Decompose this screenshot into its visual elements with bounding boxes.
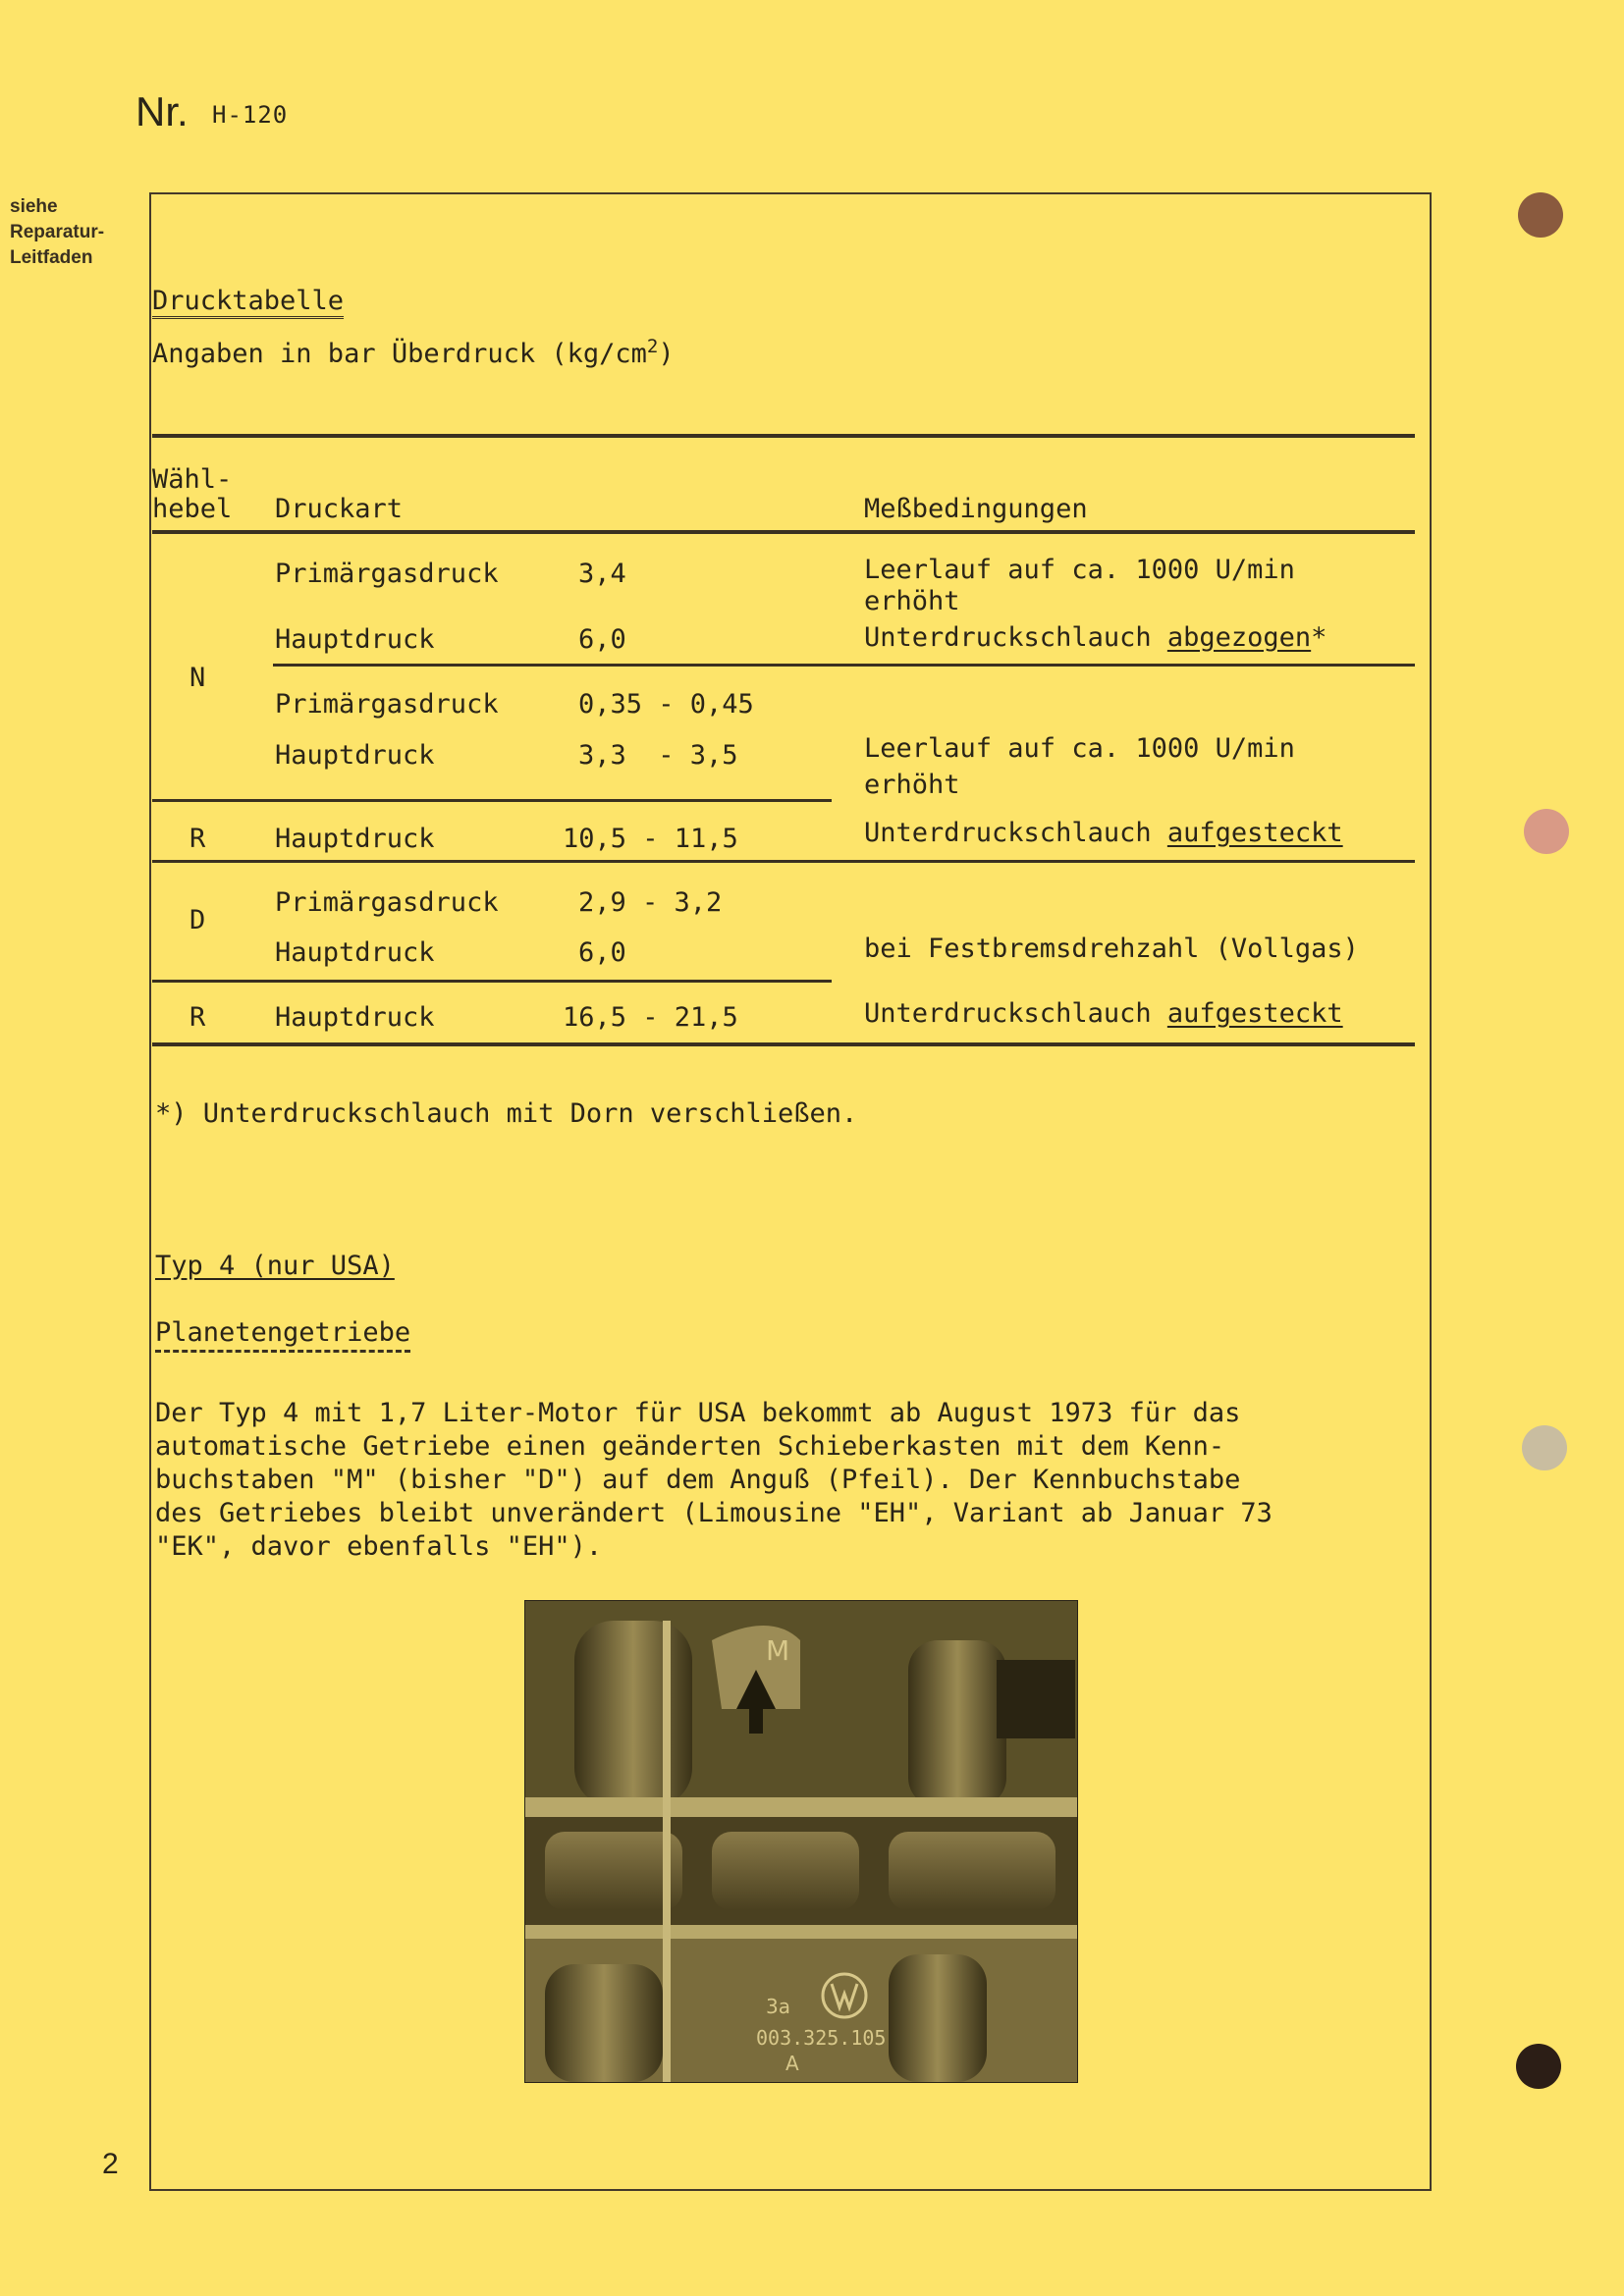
transmission-photo-drawing <box>525 1601 1077 2082</box>
table-cell-condition: bei Festbremsdrehzahl (Vollgas) <box>864 934 1359 964</box>
document-number-label: Nr. <box>135 88 189 134</box>
table-cell-value: 6,0 <box>578 937 626 968</box>
paragraph-line: automatische Getriebe einen geänderten Schieberkasten mit dem Kenn- <box>155 1431 1225 1462</box>
section-subtitle: Angaben in bar Überdruck $(kg/cm^2)$ <box>152 336 675 369</box>
table-rule <box>152 799 832 802</box>
table-header-rule <box>152 530 1415 534</box>
table-cell-value: 6,0 <box>578 624 626 655</box>
header-pressure-type: Druckart <box>275 494 404 524</box>
table-cell-value: 2,9 - 3,2 <box>578 887 723 918</box>
page-number: 2 <box>102 2148 119 2180</box>
section-subtitle-planetengetriebe: Planetengetriebe <box>155 1318 410 1353</box>
table-selector: R <box>189 1002 206 1033</box>
section-title-drucktabelle: Drucktabelle <box>152 287 344 319</box>
photo-marking-letter: M <box>766 1634 790 1667</box>
table-cell-condition: Leerlauf auf ca. 1000 U/min <box>864 555 1295 585</box>
paragraph-line: des Getriebes bleibt unverändert (Limousine "EH", Variant ab Januar 73 <box>155 1498 1272 1528</box>
binder-hole <box>1522 1425 1567 1470</box>
table-cell-value: 3,4 <box>578 559 626 589</box>
table-rule <box>273 664 1415 667</box>
footnote: *) Unterdruckschlauch mit Dorn verschließen. <box>155 1098 858 1129</box>
table-cell-value: 0,35 - 0,45 <box>578 689 754 720</box>
table-cell-condition: Unterdruckschlauch abgezogen* <box>864 622 1327 653</box>
photo-part-number: 003.325.105 <box>756 2026 887 2050</box>
table-top-rule <box>152 434 1415 438</box>
table-cell-type: Primärgasdruck <box>275 887 499 918</box>
table-cell-condition: Unterdruckschlauch aufgesteckt <box>864 818 1343 848</box>
table-cell-type: Hauptdruck <box>275 1002 435 1033</box>
table-rule <box>152 980 832 983</box>
table-cell-type: Hauptdruck <box>275 740 435 771</box>
binder-hole <box>1516 2044 1561 2089</box>
table-selector: R <box>189 824 206 854</box>
table-cell-condition: erhöht <box>864 586 960 616</box>
side-note-line: Reparatur- <box>10 222 105 242</box>
binder-hole <box>1524 809 1569 854</box>
photo-cast-number: 3a <box>766 1995 790 2018</box>
table-cell-type: Primärgasdruck <box>275 559 499 589</box>
header-conditions: Meßbedingungen <box>864 494 1088 524</box>
paragraph-line: Der Typ 4 mit 1,7 Liter-Motor für USA bekommt ab August 1973 für das <box>155 1398 1241 1428</box>
paragraph-line: buchstaben "M" (bisher "D") auf dem Anguß (Pfeil). Der Kennbuchstabe <box>155 1465 1241 1495</box>
table-cell-type: Hauptdruck <box>275 824 435 854</box>
table-cell-type: Hauptdruck <box>275 624 435 655</box>
paragraph-line: "EK", davor ebenfalls "EH"). <box>155 1531 603 1562</box>
photo-part-letter: A <box>785 2052 799 2075</box>
table-cell-condition: Leerlauf auf ca. 1000 U/min <box>864 733 1295 764</box>
table-selector: N <box>189 663 206 693</box>
table-cell-value: 3,3 - 3,5 <box>578 740 738 771</box>
table-cell-condition: erhöht <box>864 770 960 800</box>
side-note <box>10 194 104 271</box>
section-title-typ4: Typ 4 (nur USA) <box>155 1251 395 1281</box>
table-bottom-rule <box>152 1042 1415 1046</box>
table-cell-type: Hauptdruck <box>275 937 435 968</box>
table-rule <box>152 860 1415 863</box>
document-number-value: H-120 <box>212 101 289 129</box>
binder-hole <box>1518 192 1563 238</box>
table-cell-value: 16,5 - 21,5 <box>563 1002 738 1033</box>
header-selector-line2: hebel <box>152 494 233 524</box>
side-note-line: Leitfaden <box>10 247 93 268</box>
transmission-photo <box>524 1600 1078 2083</box>
table-selector: D <box>189 905 206 935</box>
table-cell-type: Primärgasdruck <box>275 689 499 720</box>
side-note-line: siehe <box>10 196 58 217</box>
header-selector-line1: Wähl- <box>152 464 233 495</box>
table-cell-value: 10,5 - 11,5 <box>563 824 738 854</box>
table-cell-condition: Unterdruckschlauch aufgesteckt <box>864 998 1343 1029</box>
